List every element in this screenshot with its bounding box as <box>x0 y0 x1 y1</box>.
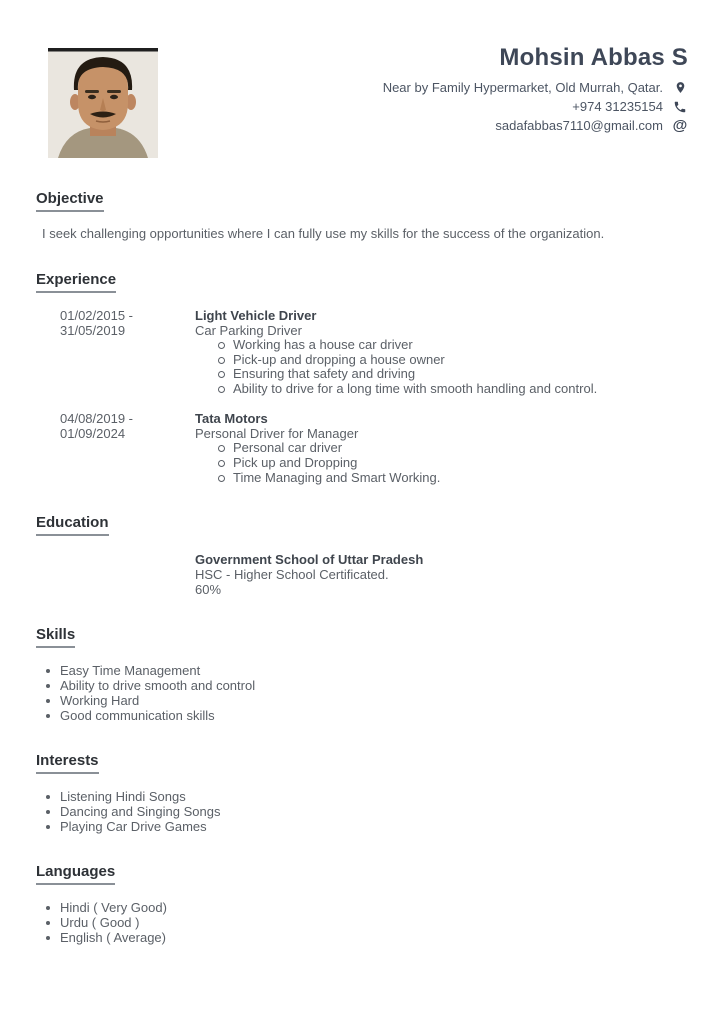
section-skills <box>36 626 688 723</box>
language-item: Hindi ( Very Good) <box>36 900 688 915</box>
objective-heading: Objective <box>36 190 104 212</box>
languages-list <box>36 900 688 945</box>
section-interests <box>36 752 688 834</box>
experience-entry <box>36 411 688 485</box>
skill-item: Easy Time Management <box>36 663 688 678</box>
objective-text: I seek challenging opportunities where I can fully use my skills for the success of the organization. <box>42 226 605 241</box>
address-text: Near by Family Hypermarket, Old Murrah, Qatar. <box>382 80 663 95</box>
job-bullet: Time Managing and Smart Working. <box>195 471 688 486</box>
score-value: 60% <box>195 582 222 598</box>
header-contact-block <box>158 44 688 135</box>
interest-item: Dancing and Singing Songs <box>36 804 688 819</box>
skills-heading: Skills <box>36 626 75 648</box>
experience-details <box>195 308 688 396</box>
phone-icon <box>672 100 688 114</box>
date-to: 01/09/2024 <box>60 426 126 442</box>
job-bullet: Ensuring that safety and driving <box>195 367 688 382</box>
interest-item: Listening Hindi Songs <box>36 789 688 804</box>
skill-item: Ability to drive smooth and control <box>36 678 688 693</box>
interests-heading: Interests <box>36 752 99 774</box>
section-education <box>36 514 688 597</box>
job-bullet: Pick-up and dropping a house owner <box>195 353 688 368</box>
job-bullet: Pick up and Dropping <box>195 456 688 471</box>
date-from: 01/02/2015 - <box>60 308 134 323</box>
profile-photo-illustration <box>48 48 158 158</box>
experience-dates <box>60 411 195 485</box>
job-title: Tata Motors <box>195 411 268 427</box>
section-experience <box>36 271 688 485</box>
section-languages <box>36 863 688 945</box>
skill-item: Working Hard <box>36 693 688 708</box>
experience-dates <box>60 308 195 396</box>
profile-photo <box>48 48 158 158</box>
school-name: Government School of Uttar Pradesh <box>195 552 424 568</box>
job-bullet: Working has a house car driver <box>195 338 688 353</box>
job-subtitle: Car Parking Driver <box>195 323 302 338</box>
languages-heading: Languages <box>36 863 115 885</box>
person-name: Mohsin Abbas S <box>499 44 688 71</box>
email-text: sadafabbas7110@gmail.com <box>495 118 663 133</box>
section-objective <box>36 190 688 242</box>
job-subtitle: Personal Driver for Manager <box>195 426 359 442</box>
education-entry <box>195 552 688 597</box>
job-bullet: Personal car driver <box>195 441 688 456</box>
experience-entry <box>36 308 688 396</box>
phone-text: +974 31235154 <box>572 99 663 114</box>
interests-list <box>36 789 688 834</box>
contact-phone-line <box>158 97 688 116</box>
contact-address-line <box>158 78 688 97</box>
skill-item: Good communication skills <box>36 708 688 723</box>
education-heading: Education <box>36 514 109 536</box>
at-sign-icon: @ <box>672 116 688 134</box>
header <box>36 44 688 158</box>
location-pin-icon <box>672 80 688 95</box>
job-bullet-list <box>195 441 688 485</box>
degree-name: HSC - Higher School Certificated. <box>195 567 389 583</box>
interest-item: Playing Car Drive Games <box>36 819 688 834</box>
language-item: Urdu ( Good ) <box>36 915 688 930</box>
job-title: Light Vehicle Driver <box>195 308 317 323</box>
contact-email-line <box>158 116 688 135</box>
language-item: English ( Average) <box>36 930 688 945</box>
job-bullet: Ability to drive for a long time with smooth handling and control. <box>195 382 688 397</box>
date-from: 04/08/2019 - <box>60 411 134 427</box>
experience-heading: Experience <box>36 271 116 293</box>
job-bullet-list <box>195 338 688 396</box>
experience-details <box>195 411 688 485</box>
date-to: 31/05/2019 <box>60 323 126 338</box>
skills-list <box>36 663 688 723</box>
